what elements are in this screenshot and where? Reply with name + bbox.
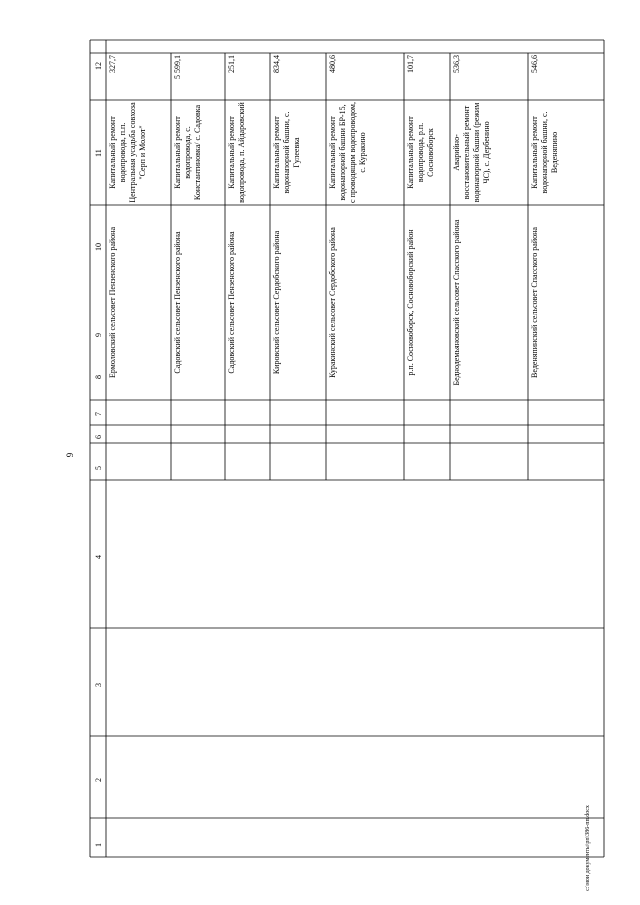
column-number: 6 — [94, 435, 103, 439]
footer-file-path: c:\мои документы\рп\386-пп.docx — [585, 805, 591, 891]
column-number: 8 — [94, 375, 103, 379]
work-description-cell-text: Капитальный ремонт водопровода, р.п. Сосновоборск — [406, 116, 435, 189]
amount-cell — [528, 53, 604, 100]
column-number: 10 — [94, 243, 103, 251]
work-description-cell — [450, 100, 528, 205]
district-cell-text: Беднодемьяновский сельсовет Спасского района — [452, 219, 461, 386]
work-description-cell — [528, 100, 604, 205]
work-description-cell-text: Капитальный ремонт водонапорной башни БР-15, с проводящим водопроводом, с. Куракино — [328, 102, 367, 203]
district-cell-text: Веденяпинский сельсовет Спасского района — [530, 227, 539, 378]
amount-cell — [450, 53, 528, 100]
amount-cell — [106, 53, 171, 100]
work-description-cell-text: Капитальный ремонт водопровода, п. Айдаровский — [227, 102, 246, 203]
work-description-cell — [270, 100, 326, 205]
work-description-cell-text: Аварийно-восстановительный ремонт водонапорной башни (режим ЧС), с. Дербенино — [452, 102, 491, 203]
column-number: 4 — [94, 555, 103, 559]
column-number: 1 — [94, 843, 103, 847]
district-cell — [326, 205, 404, 400]
amount-cell-text: 480,6 — [328, 55, 337, 73]
amount-cell — [326, 53, 404, 100]
amount-cell — [171, 53, 225, 100]
column-number: 3 — [94, 683, 103, 687]
column-number: 9 — [94, 333, 103, 337]
work-description-cell — [326, 100, 404, 205]
column-number: 12 — [94, 62, 103, 70]
page-number: 9 — [65, 452, 75, 458]
amount-cell-text: 834,4 — [272, 55, 281, 73]
district-cell-text: Куракинский сельсовет Сердобского района — [328, 227, 337, 378]
work-description-cell — [225, 100, 270, 205]
district-cell — [225, 205, 270, 400]
column-number: 2 — [94, 778, 103, 782]
column-number: 11 — [94, 149, 103, 157]
district-cell — [528, 205, 604, 400]
work-description-cell-text: Капитальный ремонт водопровода, п.п. Центральная усадьба совхоза "Серп и Молот" — [108, 102, 147, 203]
work-description-cell-text: Капитальный ремонт водонапорной башни, с. Веденяпино — [530, 111, 559, 194]
district-cell-text: Садовский сельсовет Пензенского района — [227, 231, 236, 374]
district-cell — [270, 205, 326, 400]
amount-cell — [404, 53, 450, 100]
amount-cell-text: 5 599,1 — [173, 55, 182, 79]
amount-cell-text: 536,3 — [452, 55, 461, 73]
work-description-cell — [404, 100, 450, 205]
work-description-cell — [106, 100, 171, 205]
amount-cell — [270, 53, 326, 100]
amount-cell-text: 327,7 — [108, 55, 117, 73]
district-cell-text: Кировский сельсовет Сердобского района — [272, 230, 281, 375]
column-number: 7 — [94, 412, 103, 416]
district-cell — [171, 205, 225, 400]
amount-cell-text: 546,6 — [530, 55, 539, 73]
work-description-cell — [171, 100, 225, 205]
district-cell — [450, 205, 528, 400]
column-number: 5 — [94, 466, 103, 470]
district-cell — [106, 205, 171, 400]
amount-cell-text: 101,7 — [406, 55, 415, 73]
work-description-cell-text: Капитальный ремонт водонапорной башни, с. Гулеевка — [272, 111, 301, 194]
district-cell-text: р.п. Сосновоборск, Сосновоборский район — [406, 229, 415, 376]
district-cell-text: Садовский сельсовет Пензенского района — [173, 231, 182, 374]
work-description-cell-text: Капитальный ремонт водопровода, с. Константиновка/ с. Садовка — [173, 104, 202, 201]
district-cell-text: Ермоловский сельсовет Пензенского района — [108, 227, 117, 378]
amount-cell-text: 251,1 — [227, 55, 236, 73]
district-cell — [404, 205, 450, 400]
amount-cell — [225, 53, 270, 100]
